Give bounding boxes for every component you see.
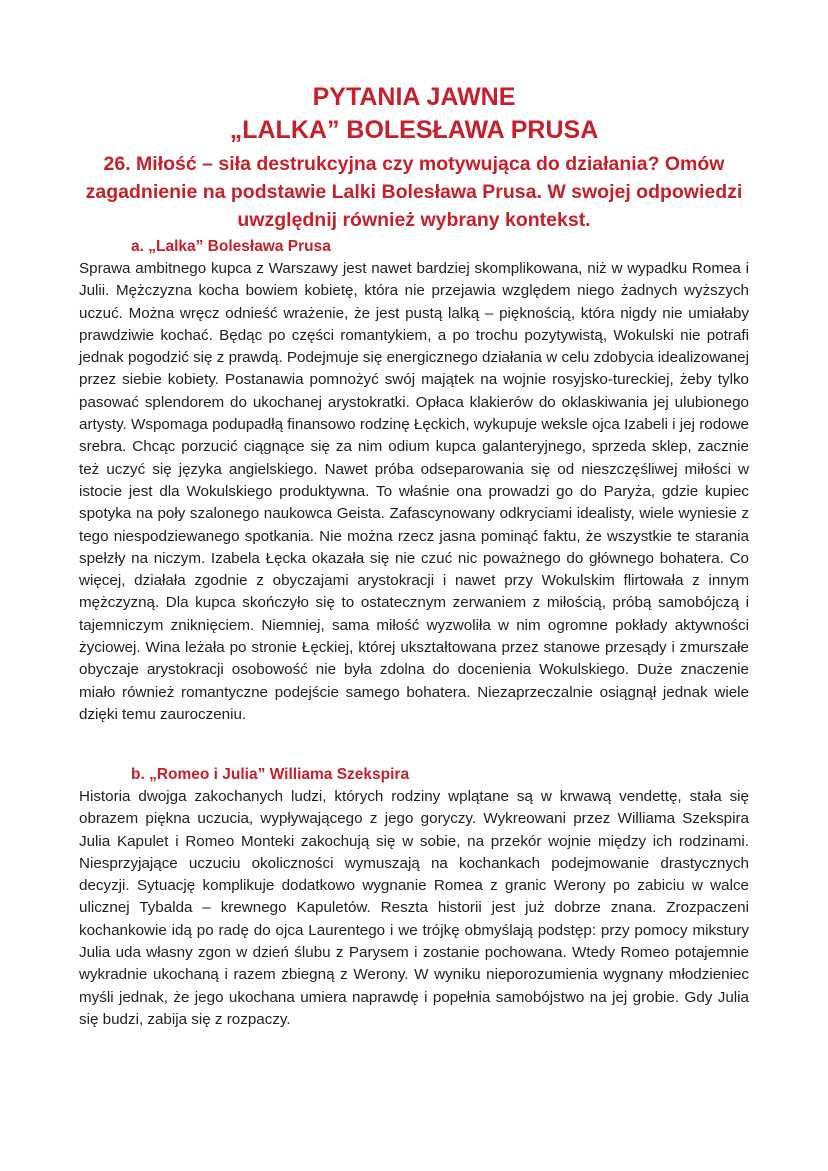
question-heading: 26. Miłość – siła destrukcyjna czy motywująca do działania? Omów zagadnienie na podstawie Lalki Bolesława Prusa. W swojej odpowiedzi uwzględnij również wybrany kontekst.	[85, 153, 743, 231]
section-heading-romeo-i-julia: b. „Romeo i Julia” Williama Szekspira	[131, 766, 410, 783]
section-text-romeo-i-julia: Historia dwojga zakochanych ludzi, których rodziny wplątane są w krwawą vendettę, stała się obrazem piękna uczucia, wypływającego z jego goryczy. Wykreowani przez Williama Szekspira Julia Kapulet i Romeo Monteki zakochują się w sobie, na przekór wojnie między ich rodzinami. Niesprzyjające uczuciu okoliczności wymuszają na kochankach podejmowanie drastycznych decyzji. Sytuację komplikuje dodatkowo wygnanie Romea z granic Werony po zabiciu w walce ulicznej Tybalda – krewnego Kapuletów. Reszta historii jest już dobrze znana. Zrozpaczeni kochankowie idą po radę do ojca Laurentego i we trójkę obmyślają podstęp: przy pomocy mikstury Julia uda własny zgon w dzień ślubu z Parysem i zostanie pochowana. Wtedy Romeo potajemnie wykradnie ukochaną i razem zbiegną z Werony. W wyniku nieporozumienia wygnany młodzieniec myśli jednak, że jego ukochana umiera naprawdę i popełnia samobójstwo na jej grobie. Gdy Julia się budzi, zabija się z rozpaczy.	[79, 788, 749, 1028]
title-line-1: PYTANIA JAWNE	[312, 83, 516, 111]
section-text-lalka: Sprawa ambitnego kupca z Warszawy jest nawet bardziej skomplikowana, niż w wypadku Romea i Julii. Mężczyzna kocha bowiem kobietę, która nie przejawia względem niego żadnych wyższych uczuć. Można wręcz odnieść wrażenie, że jest pustą lalką – pięknością, która nigdy nie umiałaby prawdziwie kochać. Będąc po części romantykiem, a po trochu pozytywistą, Wokulski nie potrafi jednak pogodzić się z prawdą. Podejmuje się energicznego działania w celu zdobycia idealizowanej przez siebie kobiety. Postanawia pomnożyć swój majątek na wojnie rosyjsko-tureckiej, żeby tylko pasować splendorem do ukochanej arystokratki. Opłaca klakierów do oklaskiwania jej ulubionego artysty. Wspomaga podupadłą finansowo rodzinę Łęckich, wykupuje weksle ojca Izabeli i jej rodowe srebra. Chcąc porzucić ciągnące się za nim odium kupca galanteryjnego, sprzeda sklep, zacznie też uczyć się języka angielskiego. Nawet próba odseparowania się od nieszczęśliwej miłości w istocie jest dla Wokulskiego produktywna. To właśnie ona prowadzi go do Paryża, gdzie kupiec spotyka na poły szalonego naukowca Geista. Zafascynowany odkryciami idealisty, wiele wyniesie z tego niespodziewanego spotkania. Nie można rzecz jasna pominąć faktu, że wszystkie te starania spełzły na niczym. Izabela Łęcka okazała się nie czuć nic poważnego do głównego bohatera. Co więcej, działała zgodnie z obyczajami arystokracji i nawet przy Wokulskim flirtowała z innym mężczyzną. Dla kupca skończyło się to ostatecznym zerwaniem z miłością, próbą samobójczą i tajemniczym zniknięciem. Niemniej, sama miłość wyzwoliła w nim ogromne pokłady aktywności życiowej. Wina leżała po stronie Łęckiej, której ukształtowana przez stanowe przesądy i zmurszałe obyczaje arystokracji osobowość nie była zdolna do docenienia Wokulskiego. Duże znaczenie miało również romantyczne podejście samego bohatera. Niezaprzeczalnie osiągnął jednak wiele dzięki temu zauroczeniu.	[79, 260, 750, 723]
title-line-2: „LALKA” BOLESŁAWA PRUSA	[229, 116, 599, 144]
section-heading-lalka: a. „Lalka” Bolesława Prusa	[131, 238, 331, 255]
